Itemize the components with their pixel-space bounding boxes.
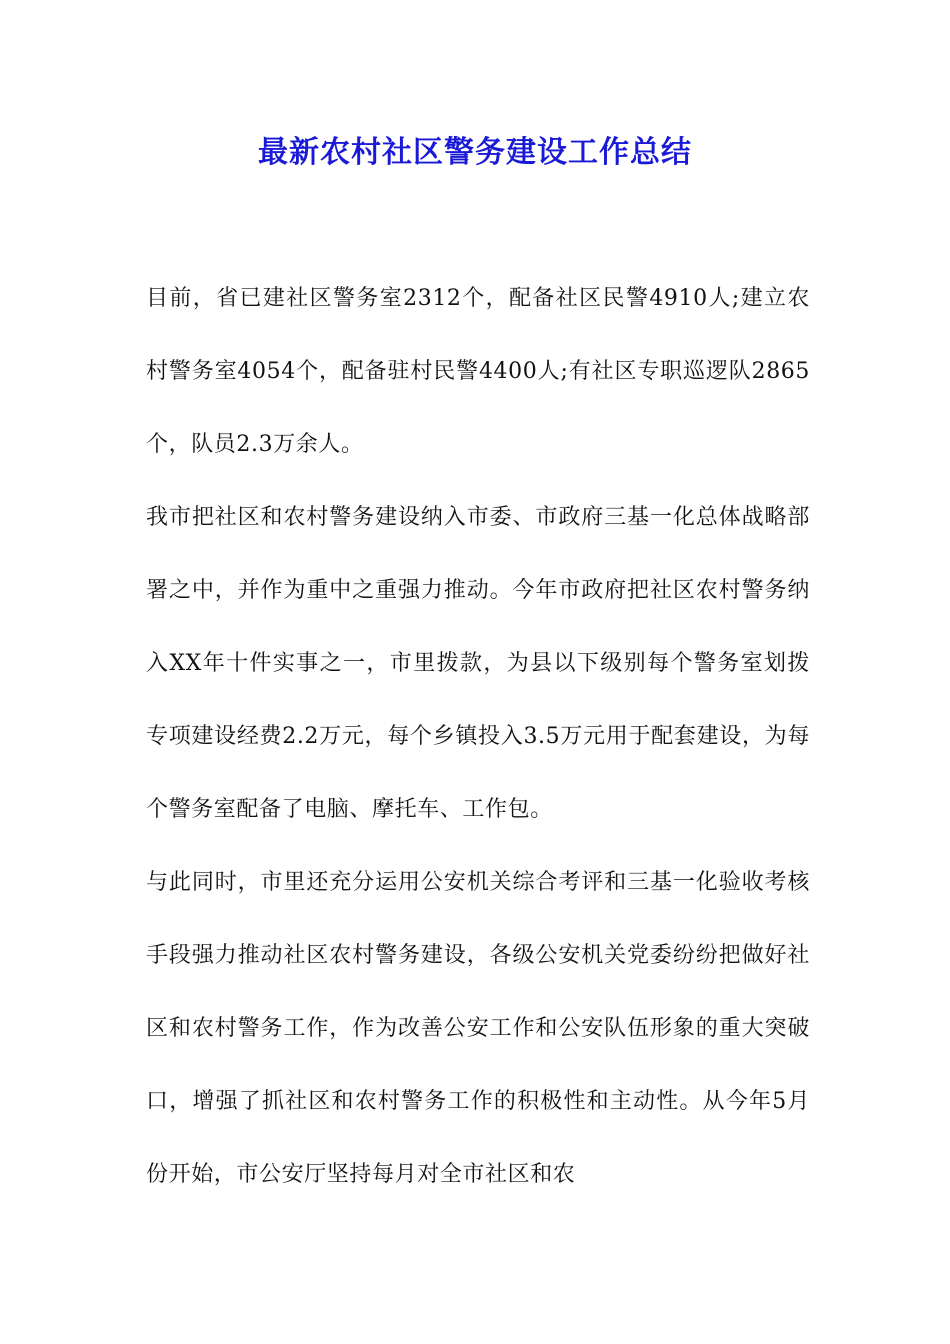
- paragraph-2: 我市把社区和农村警务建设纳入市委、市政府三基一化总体战略部署之中，并作为重中之重强力推动。今年市政府把社区农村警务纳入XX年十件实事之一，市里拨款，为县以下级别每个警务室划拨专项建设经费2.2万元，每个乡镇投入3.5万元用于配套建设，为每个警务室配备了电脑、摩托车、工作包。: [146, 505, 810, 822]
- paragraph-1: 目前，省已建社区警务室2312个，配备社区民警4910人;建立农村警务室4054个，配备驻村民警4400人;有社区专职巡逻队2865个，队员2.3万余人。: [146, 286, 810, 457]
- document-title: 最新农村社区警务建设工作总结: [258, 135, 692, 170]
- paragraph-3: 与此同时，市里还充分运用公安机关综合考评和三基一化验收考核手段强力推动社区农村警务建设，各级公安机关党委纷纷把做好社区和农村警务工作，作为改善公安工作和公安队伍形象的重大突破口，增强了抓社区和农村警务工作的积极性和主动性。从今年5月份开始，市公安厅坚持每月对全市社区和农: [146, 870, 810, 1187]
- document-body: [146, 262, 810, 1211]
